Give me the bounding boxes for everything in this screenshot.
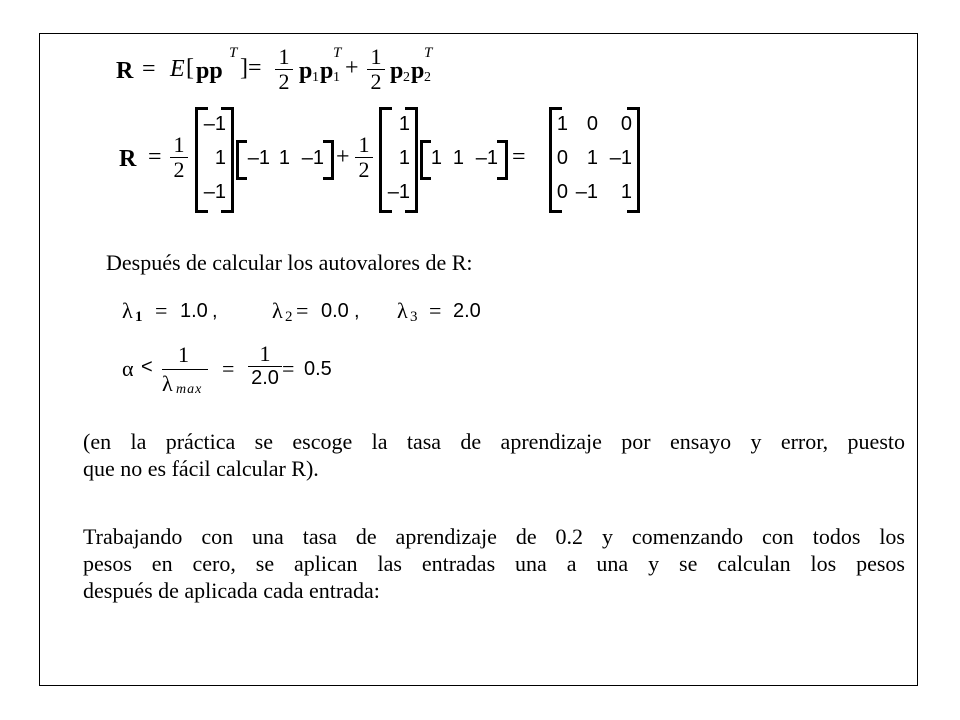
lambda3-value: 2.0 xyxy=(453,300,481,322)
lambda3-symbol: λ xyxy=(397,298,408,323)
fraction-denominator: 2.0 xyxy=(251,367,279,389)
eq2-equals: = xyxy=(148,144,162,170)
row2-entry-2: –1 xyxy=(475,147,498,169)
autovalores-sentence: Después de calcular los autovalores de R: xyxy=(106,250,473,275)
eq1-p1-transpose: p xyxy=(320,58,334,84)
eq1-pp: pp xyxy=(196,58,223,84)
bracket-right xyxy=(323,140,334,180)
result-0-0: 1 xyxy=(556,113,568,135)
eq1-expectation-operator: E xyxy=(170,56,185,82)
eq1-half-fraction-2 xyxy=(367,46,385,93)
fraction-numerator: 1 xyxy=(358,132,370,157)
alpha-equals-1: = xyxy=(222,356,235,381)
paragraph-training-procedure xyxy=(83,523,905,604)
eq1-transpose-3: T xyxy=(424,45,433,61)
fraction-numerator: 1 xyxy=(173,132,185,157)
result-1-0: 0 xyxy=(556,147,568,169)
row2-entry-0: 1 xyxy=(430,147,442,169)
eq1-close-bracket-equals: ]= xyxy=(240,55,262,81)
paragraph-line: (en la práctica se escoge la tasa de aprendizaje por ensayo y error, puesto xyxy=(83,429,905,454)
result-0-2: 0 xyxy=(620,113,632,135)
row1-entry-2: –1 xyxy=(301,147,324,169)
alpha-less-than: < xyxy=(141,356,153,378)
lambda1-comma: , xyxy=(212,300,218,322)
eq1-lhs: R xyxy=(116,58,134,84)
paragraph-line: que no es fácil calcular R). xyxy=(83,456,319,481)
paragraph-practice-note xyxy=(83,428,905,482)
paragraph-line: después de aplicada cada entrada: xyxy=(83,578,380,603)
lambda2-subscript: 2 xyxy=(285,309,293,325)
col1-entry-2: –1 xyxy=(203,181,226,203)
result-1-1: 1 xyxy=(586,147,598,169)
alpha-fraction-1 xyxy=(162,342,208,398)
result-2-2: 1 xyxy=(620,181,632,203)
fraction-lambda: λ xyxy=(162,371,173,396)
result-2-1: –1 xyxy=(575,181,598,203)
result-0-1: 0 xyxy=(586,113,598,135)
col2-entry-2: –1 xyxy=(387,181,410,203)
bracket-right xyxy=(497,140,508,180)
fraction-denominator: 2 xyxy=(370,69,382,94)
eq1-half-fraction-1 xyxy=(275,46,293,93)
eq1-sub2a: 2 xyxy=(403,70,410,85)
col2-entry-1: 1 xyxy=(398,147,410,169)
lambda3-subscript: 3 xyxy=(410,309,418,325)
eq1-equals: = xyxy=(142,56,156,82)
col1-entry-1: 1 xyxy=(214,147,226,169)
fraction-numerator: 1 xyxy=(370,44,382,69)
eq1-open-bracket: [ xyxy=(186,55,194,81)
eq1-p1: p xyxy=(299,58,313,84)
eq1-p2: p xyxy=(390,58,404,84)
lambda2-value: 0.0 xyxy=(321,300,349,322)
col2-entry-0: 1 xyxy=(398,113,410,135)
eq1-p2-transpose: p xyxy=(411,58,425,84)
fraction-bar xyxy=(162,369,208,370)
lambda1-symbol: λ xyxy=(122,298,133,323)
lambda1-equals: = xyxy=(155,298,168,323)
row2-entry-1: 1 xyxy=(452,147,464,169)
col1-entry-0: –1 xyxy=(203,113,226,135)
eq2-half-fraction-1 xyxy=(170,134,188,181)
row1-entry-0: –1 xyxy=(247,147,270,169)
fraction-max-subscript: max xyxy=(176,382,203,397)
eq2-lhs: R xyxy=(119,146,137,172)
lambda1-value: 1.0 xyxy=(180,300,208,322)
lambda3-equals: = xyxy=(429,298,442,323)
alpha-symbol: α xyxy=(122,356,134,381)
eq1-transpose: T xyxy=(229,45,238,61)
lambda2-comma: , xyxy=(354,300,360,322)
eq1-sub1b: 1 xyxy=(333,70,340,85)
row1-entry-1: 1 xyxy=(278,147,290,169)
eq1-sub1a: 1 xyxy=(312,70,319,85)
eq1-sub2b: 2 xyxy=(424,70,431,85)
alpha-fraction-2 xyxy=(248,343,282,388)
eq2-plus: + xyxy=(336,144,350,170)
eq1-plus: + xyxy=(345,55,359,81)
fraction-denominator: 2 xyxy=(173,157,185,182)
fraction-numerator: 1 xyxy=(278,44,290,69)
eq2-result-equals: = xyxy=(512,144,526,170)
result-2-0: 0 xyxy=(556,181,568,203)
paragraph-line: Trabajando con una tasa de aprendizaje de 0.2 y comenzando con todos los xyxy=(83,524,905,549)
eq2-half-fraction-2 xyxy=(355,134,373,181)
alpha-value: 0.5 xyxy=(304,358,332,380)
fraction-numerator: 1 xyxy=(259,341,271,366)
fraction-denominator: 2 xyxy=(278,69,290,94)
alpha-equals-2: = xyxy=(282,356,295,381)
result-1-2: –1 xyxy=(609,147,632,169)
fraction-numerator: 1 xyxy=(178,342,189,367)
lambda2-symbol: λ xyxy=(272,298,283,323)
lambda1-subscript: 1 xyxy=(135,309,143,325)
fraction-denominator: 2 xyxy=(358,157,370,182)
paragraph-line: pesos en cero, se aplican las entradas una a una y se calculan los pesos xyxy=(83,551,905,576)
eq1-transpose-2: T xyxy=(333,45,342,61)
lambda2-equals: = xyxy=(296,298,309,323)
